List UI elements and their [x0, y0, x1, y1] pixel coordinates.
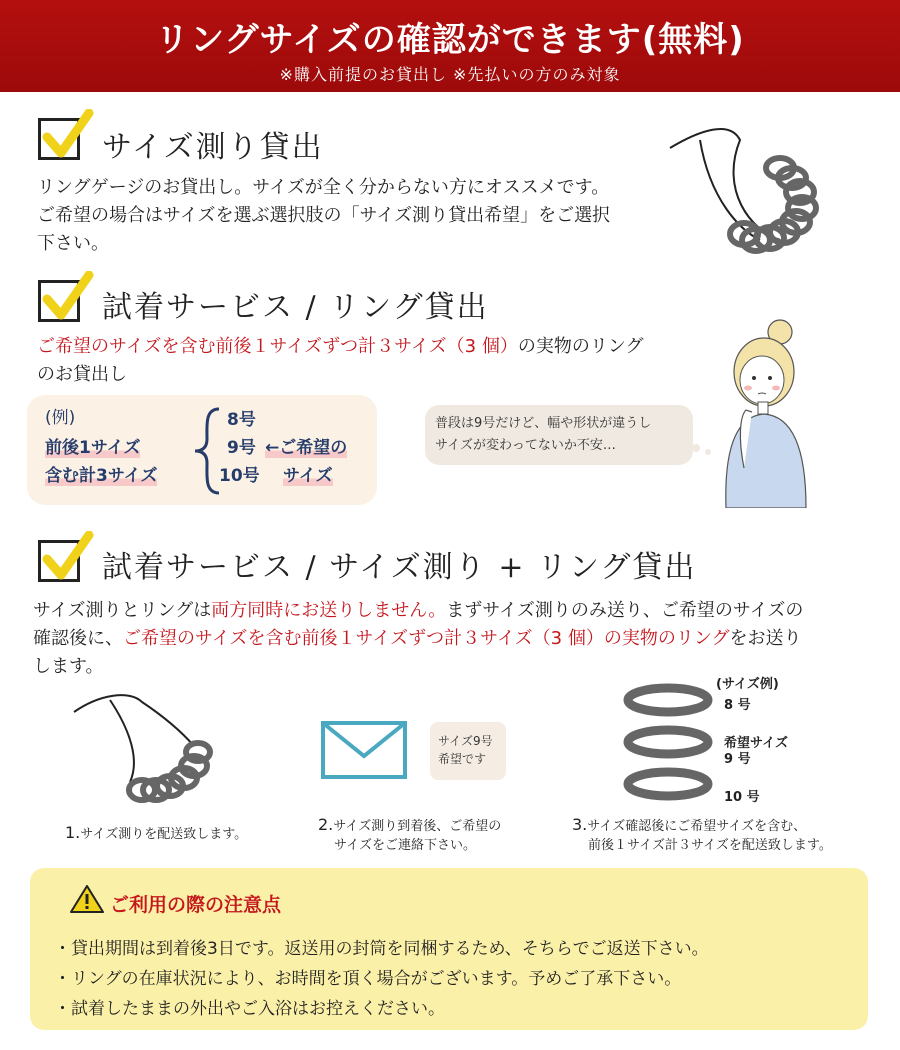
section2-heading: 試着サービス / リング貸出 — [102, 290, 489, 325]
section1-text: リングゲージのお貸出し。サイズが全く分からない方にオススメです。 ご希望の場合はサイズを選ぶ選択肢の「サイズ測り貸出希望」をご選択 下さい。 — [37, 177, 611, 254]
checkbox-icon — [38, 118, 80, 160]
notice-item: ・貸出期間は到着後3日です。返送用の封筒を同梱するため、そちらでご返送下さい。 — [54, 939, 709, 959]
size-example-desired: 希望サイズ — [724, 736, 788, 751]
example-label: (例) — [45, 408, 76, 428]
page-title: リングサイズの確認ができます(無料) — [155, 20, 745, 60]
example-size-bottom: 10号 — [219, 466, 260, 486]
example-left1: 前後1サイズ — [45, 438, 141, 458]
example-left2: 含む計3サイズ — [45, 466, 158, 486]
page-subtitle: ※購入前提のお貸出し ※先払いの方のみ対象 — [279, 65, 621, 84]
message-bubble: サイズ9号 希望です — [430, 722, 506, 780]
rings-stack-image — [620, 680, 720, 810]
section3-text: サイズ測りとリングは両方同時にお送りしません。まずサイズ測りのみ送り、ご希望のサイズの 確認後に、ご希望のサイズを含む前後１サイズずつ計３サイズ（3 個）の実物のリングをお送り します。 — [33, 600, 804, 677]
notice-item: ・リングの在庫状況により、お時間を頂く場合がございます。予めご了承下さい。 — [54, 969, 682, 989]
woman-illustration — [718, 318, 810, 508]
step1-caption: 1.サイズ測りを配送致します。 — [65, 823, 248, 842]
warning-icon — [70, 884, 104, 914]
step3-caption: 3.サイズ確認後にご希望サイズを含む、 前後１サイズ計３サイズを配送致します。 — [572, 815, 832, 853]
example-arrow-label: ←ご希望の — [265, 438, 348, 458]
checkbox-icon — [38, 540, 80, 582]
size-example-8: 8 号 — [724, 698, 751, 713]
envelope-icon — [320, 720, 410, 780]
speech-bubble: 普段は9号だけど、幅や形状が違うし サイズが変わってないか不安… — [425, 405, 693, 465]
example-size-mid: 9号 — [227, 438, 256, 458]
section1-heading: サイズ測り貸出 — [102, 130, 324, 165]
checkbox-icon — [38, 280, 80, 322]
page-header — [0, 0, 900, 92]
ring-gauge-image — [660, 120, 840, 260]
thought-dots-icon — [690, 440, 720, 460]
ring-gauge-image — [70, 690, 230, 820]
example-box — [27, 395, 377, 505]
notice-title: ご利用の際の注意点 — [110, 894, 282, 916]
size-example-9: 9 号 — [724, 752, 751, 767]
section2-text: ご希望のサイズを含む前後１サイズずつ計３サイズ（3 個）の実物のリング のお貸出し — [37, 336, 644, 385]
notice-box — [30, 868, 868, 1030]
size-example-10: 10 号 — [724, 790, 760, 805]
example-arrow-label2: サイズ — [283, 466, 333, 486]
example-size-top: 8号 — [227, 410, 256, 430]
step2-caption: 2.サイズ測り到着後、ご希望の サイズをご連絡下さい。 — [318, 815, 502, 853]
size-example-label: (サイズ例) — [716, 677, 779, 692]
section3-heading: 試着サービス / サイズ測り + リング貸出 — [102, 550, 697, 585]
notice-item: ・試着したままの外出やご入浴はお控えください。 — [54, 999, 445, 1019]
